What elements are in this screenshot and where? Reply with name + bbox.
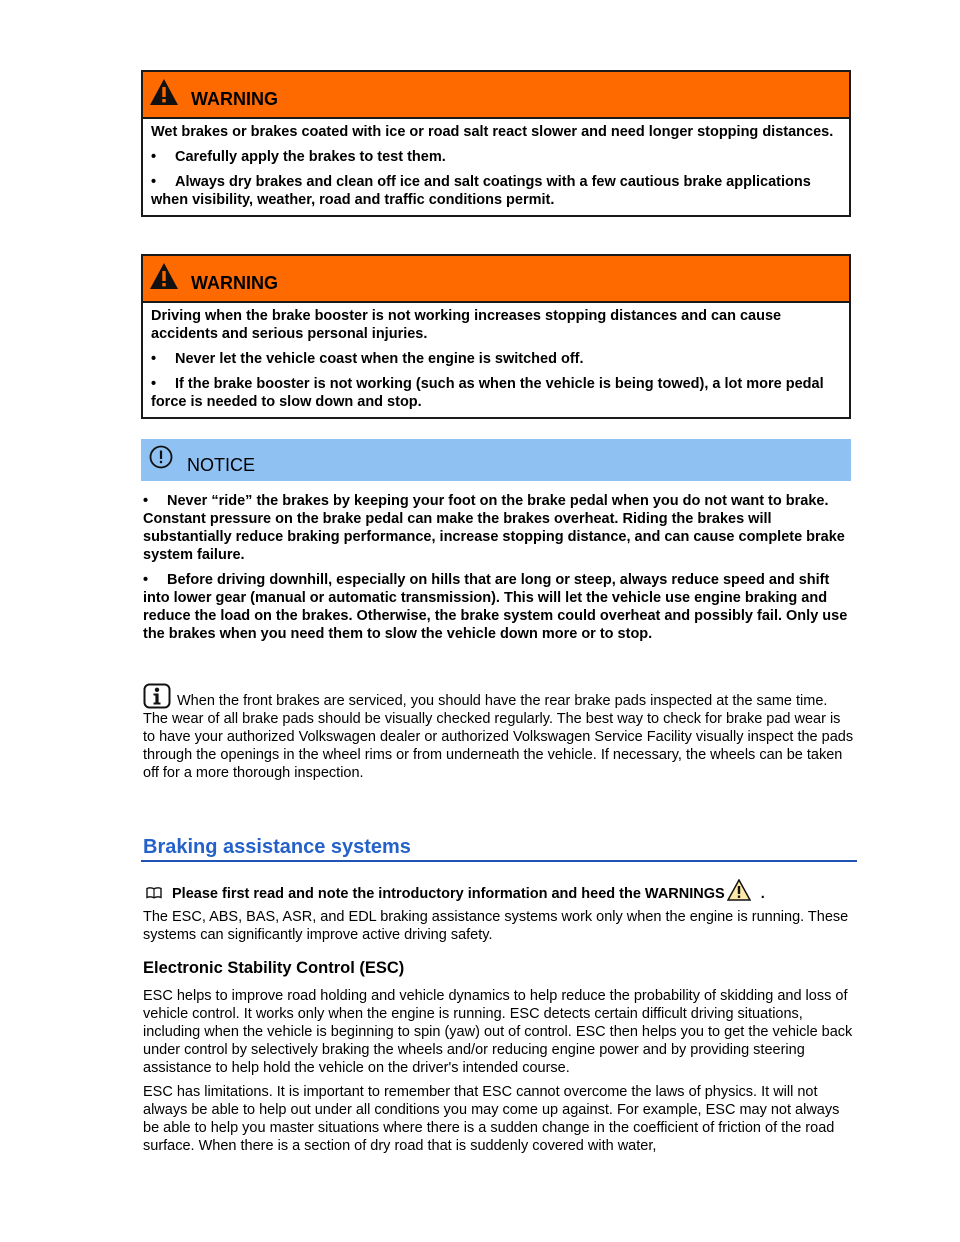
info-note bbox=[143, 683, 855, 782]
info-icon bbox=[143, 683, 171, 709]
warning-title: WARNING bbox=[191, 89, 278, 109]
exclamation-circle-icon bbox=[149, 445, 173, 469]
notice-header bbox=[141, 439, 851, 481]
book-icon bbox=[146, 887, 162, 899]
bullet-icon: • bbox=[151, 351, 157, 367]
warning-box-brake-booster bbox=[141, 254, 851, 419]
warning-intro: Wet brakes or brakes coated with ice or road salt react slower and need longer stopping distances. bbox=[151, 124, 834, 140]
warning-intro: Driving when the brake booster is not working increases stopping distances and can cause accidents and serious personal injuries. bbox=[151, 308, 782, 342]
bullet-icon: • bbox=[143, 572, 149, 588]
warning-box-wet-brakes bbox=[141, 70, 851, 217]
bullet-icon: • bbox=[151, 149, 157, 165]
warning-header bbox=[143, 256, 849, 303]
warning-triangle-icon bbox=[149, 78, 179, 106]
notice-body bbox=[143, 492, 853, 650]
bullet-icon: • bbox=[151, 174, 157, 190]
subsection-heading: Electronic Stability Control (ESC) bbox=[143, 959, 405, 977]
warning-title: WARNING bbox=[191, 273, 278, 293]
info-note-text: When the front brakes are serviced, you should have the rear brake pads inspected at the same time. The wear of all brake pads should be visually checked regularly. The best way to check for brake pad wear is to have your authorized Volkswagen dealer or authorized Volkswagen Service Facility visually inspect the pads through the openings in the wheel rims or from underneath the vehicle. If necessary, the wheels can be taken off for a more thorough inspection. bbox=[143, 693, 854, 781]
warning-header bbox=[143, 72, 849, 119]
warning-bullet: • Always dry brakes and clean off ice and salt coatings with a few cautious brake applications when visibility, weather, road and traffic conditions permit. bbox=[151, 174, 811, 208]
section-divider bbox=[141, 860, 857, 862]
read-warnings-note: Please first read and note the introductory information and heed the WARNINGS . bbox=[146, 879, 856, 903]
notice-title: NOTICE bbox=[187, 455, 256, 475]
bullet-icon: • bbox=[143, 493, 149, 509]
notice-bullet: • Never “ride” the brakes by keeping your foot on the brake pedal when you do not want to brake. Constant pressure on the brake pedal can make the brakes overheat. Riding the brakes will substantially reduce braking performance, increase stopping distance, and can cause complete brake system failure. bbox=[143, 493, 845, 563]
warning-bullet: • If the brake booster is not working (such as when the vehicle is being towed), a lot more pedal force is needed to slow down and stop. bbox=[151, 376, 824, 410]
bullet-icon: • bbox=[151, 376, 157, 392]
warning-triangle-icon bbox=[727, 879, 751, 901]
esc-paragraph-1: ESC helps to improve road holding and vehicle dynamics to help reduce the probability of skidding and loss of vehicle control. It works only when the engine is running. ESC detects certain difficult driving situations, including when the vehicle is beginning to spin (yaw) out of control. ESC then helps you to get the vehicle back under control by selectively braking the wheels and/or reducing engine power and by providing steering assistance to help hold the vehicle on the driver's intended course. bbox=[143, 988, 853, 1076]
section-intro: The ESC, ABS, BAS, ASR, and EDL braking assistance systems work only when the engine is running. These systems can significantly improve active driving safety. bbox=[143, 909, 849, 943]
section-heading: Braking assistance systems bbox=[143, 836, 411, 858]
warning-triangle-icon bbox=[149, 262, 179, 290]
warning-bullet: • Carefully apply the brakes to test them. bbox=[151, 149, 446, 165]
notice-bullet: • Before driving downhill, especially on hills that are long or steep, always reduce speed and shift into lower gear (manual or automatic transmission). This will let the vehicle use engine braking and reduce the load on the brakes. Otherwise, the brake system could overheat and possibly fail. Only use the brakes when you need them to slow the vehicle down more or to stop. bbox=[143, 572, 848, 642]
warning-bullet: • Never let the vehicle coast when the engine is switched off. bbox=[151, 351, 584, 367]
esc-paragraph-2: ESC has limitations. It is important to remember that ESC cannot overcome the laws of physics. It will not always be able to help out under all conditions you may come up against. For example, ESC may not always be able to help you master situations where there is a sudden change in the coefficient of friction of the road surface. When there is a section of dry road that is suddenly covered with water, bbox=[143, 1084, 840, 1154]
